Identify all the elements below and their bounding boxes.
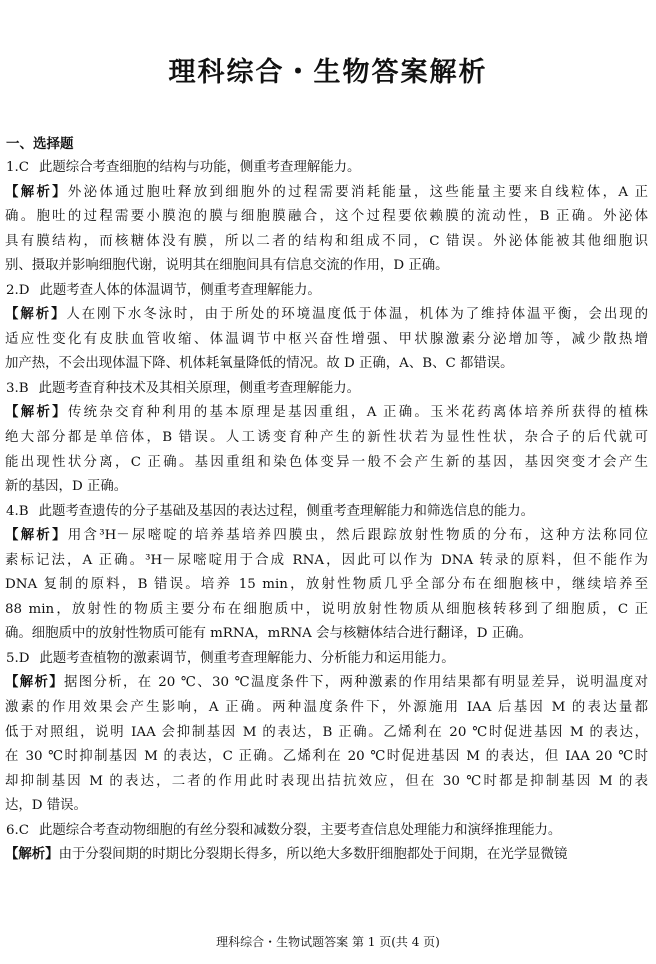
answer-list bbox=[6, 156, 648, 868]
question-answer: B bbox=[18, 503, 29, 519]
analysis-tag: 【解析】 bbox=[5, 675, 65, 691]
analysis-line bbox=[6, 843, 648, 868]
analysis-text: 由于分裂间期的时期比分裂期长得多，所以绝大多数肝细胞都处于间期，在光学显微镜 bbox=[58, 847, 568, 863]
question-number: 5. bbox=[6, 650, 19, 666]
analysis-line bbox=[6, 352, 648, 377]
analysis-line bbox=[6, 524, 648, 549]
analysis-line bbox=[6, 475, 648, 500]
question-number: 2. bbox=[6, 282, 19, 298]
analysis-text: 激素的作用效果会产生影响，A 正确。两种温度条件下，外源施用 IAA 后基因 M 的表达量都 bbox=[5, 700, 648, 716]
analysis-line bbox=[6, 770, 648, 795]
analysis-text: 新的基因，D 正确。 bbox=[5, 479, 128, 495]
question-answer: B bbox=[18, 380, 29, 396]
analysis-paragraph bbox=[6, 401, 648, 499]
analysis-text: 据图分析，在 20 ℃、30 ℃温度条件下，两种激素的作用结果都有明显差异，说明温度对 bbox=[64, 675, 648, 691]
question-description: 此题考查植物的激素调节，侧重考查理解能力、分析能力和运用能力。 bbox=[39, 650, 455, 666]
analysis-text: 外泌体通过胞吐释放到细胞外的过程需要消耗能量，这些能量主要来自线粒体，A 正 bbox=[67, 184, 648, 200]
analysis-text: 却抑制基因 M 的表达，二者的作用此时表现出拮抗效应，但在 30 ℃时都是抑制基因 M 的表 bbox=[5, 773, 648, 789]
question-header bbox=[6, 377, 648, 402]
analysis-paragraph bbox=[6, 181, 648, 279]
page-title: 理科综合・生物答案解析 bbox=[168, 57, 488, 88]
question-block bbox=[6, 819, 648, 868]
question-number: 1. bbox=[6, 160, 19, 175]
analysis-line bbox=[6, 745, 648, 770]
question-description: 此题综合考查动物细胞的有丝分裂和减数分裂，主要考查信息处理能力和演绎推理能力。 bbox=[39, 822, 562, 838]
analysis-tag: 【解析】 bbox=[5, 184, 68, 200]
analysis-text: 确。胞吐的过程需要小膜泡的膜与细胞膜融合，这个过程要依赖膜的流动性，B 正确。外泌体 bbox=[5, 209, 648, 225]
question-block bbox=[6, 279, 648, 377]
analysis-text: 适应性变化有皮肤血管收缩、体温调节中枢兴奋性增强、甲状腺激素分泌增加等，减少散热增 bbox=[5, 331, 648, 347]
question-answer: C bbox=[18, 160, 30, 175]
analysis-text: 能出现性状分离，C 正确。基因重组和染色体变异一般不会产生新的基因，基因突变才会产生 bbox=[5, 454, 648, 470]
analysis-line bbox=[6, 573, 648, 598]
question-header bbox=[6, 647, 648, 672]
analysis-text: 在 30 ℃时抑制基因 M 的表达，C 正确。乙烯利在 20 ℃时促进基因 M 的表达，但 IAA 20 ℃时 bbox=[5, 749, 648, 765]
analysis-tag: 【解析】 bbox=[5, 847, 59, 863]
question-answer: D bbox=[18, 282, 30, 298]
analysis-line bbox=[6, 671, 648, 696]
analysis-text: 低于对照组，说明 IAA 会抑制基因 M 的表达，B 正确。乙烯利在 20 ℃时促进基因 M 的表达， bbox=[5, 724, 648, 740]
analysis-paragraph bbox=[6, 843, 648, 868]
question-block bbox=[6, 500, 648, 647]
analysis-text: 绝大部分都是单倍体，B 错误。人工诱变育种产生的新性状若为显性性状，杂合子的后代就可 bbox=[5, 430, 648, 446]
page-footer: 理科综合・生物试题答案 第 1 页(共 4 页) bbox=[216, 935, 440, 949]
section-heading: 一、选择题 bbox=[6, 136, 74, 152]
question-description: 此题综合考查细胞的结构与功能，侧重考查理解能力。 bbox=[39, 160, 361, 175]
question-number: 6. bbox=[6, 822, 19, 838]
analysis-text: 人在刚下水冬泳时，由于所处的环境温度低于体温，机体为了维持体温平衡，会出现的 bbox=[66, 307, 649, 323]
analysis-text: 88 min，放射性的物质主要分布在细胞质中，说明放射性物质从细胞核转移到了细胞质，C 正 bbox=[5, 601, 648, 617]
question-number: 4. bbox=[6, 503, 19, 519]
analysis-text: DNA 复制的原料，B 错误。培养 15 min，放射性物质几乎全部分布在细胞核中，继续培养至 bbox=[5, 577, 648, 593]
analysis-line bbox=[6, 451, 648, 476]
analysis-text: 确。细胞质中的放射性物质可能有 mRNA，mRNA 会与核糖体结合进行翻译，D 正确。 bbox=[5, 626, 532, 642]
question-description: 此题考查人体的体温调节，侧重考查理解能力。 bbox=[39, 282, 321, 298]
analysis-line bbox=[6, 303, 648, 328]
analysis-text: 加产热，不会出现体温下降、机体耗氧量降低的情况。故 D 正确，A、B、C 都错误。 bbox=[5, 356, 514, 372]
analysis-text: 用含³H－尿嘧啶的培养基培养四膜虫，然后跟踪放射性物质的分布，这种方法称同位 bbox=[67, 528, 648, 544]
analysis-line bbox=[6, 205, 648, 230]
analysis-line bbox=[6, 181, 648, 206]
analysis-tag: 【解析】 bbox=[5, 528, 68, 544]
question-description: 此题考查遗传的分子基础及基因的表达过程，侧重考查理解能力和筛选信息的能力。 bbox=[38, 503, 535, 519]
analysis-text: 具有膜结构，而核糖体没有膜，所以二者的结构和组成不同，C 错误。外泌体能被其他细胞识 bbox=[5, 233, 648, 249]
question-header bbox=[6, 819, 648, 844]
analysis-paragraph bbox=[6, 671, 648, 818]
analysis-line bbox=[6, 598, 648, 623]
analysis-text: 别、摄取并影响细胞代谢，说明其在细胞间具有信息交流的作用，D 正确。 bbox=[5, 258, 449, 274]
question-header bbox=[6, 279, 648, 304]
analysis-paragraph bbox=[6, 303, 648, 377]
question-block bbox=[6, 647, 648, 819]
analysis-text: 传统杂交育种利用的基本原理是基因重组，A 正确。玉米花药离体培养所获得的植株 bbox=[67, 405, 648, 421]
analysis-text: 达，D 错误。 bbox=[5, 798, 87, 814]
analysis-line bbox=[6, 549, 648, 574]
question-description: 此题考查育种技术及其相关原理，侧重考查理解能力。 bbox=[38, 380, 360, 396]
question-header bbox=[6, 156, 648, 181]
analysis-line bbox=[6, 401, 648, 426]
analysis-line bbox=[6, 230, 648, 255]
analysis-paragraph bbox=[6, 524, 648, 647]
analysis-line bbox=[6, 254, 648, 279]
question-answer: D bbox=[18, 650, 30, 666]
analysis-line bbox=[6, 794, 648, 819]
analysis-line bbox=[6, 622, 648, 647]
question-header bbox=[6, 500, 648, 525]
question-number: 3. bbox=[6, 380, 19, 396]
analysis-line bbox=[6, 696, 648, 721]
question-answer: C bbox=[18, 822, 30, 838]
analysis-line bbox=[6, 328, 648, 353]
analysis-text: 素标记法，A 正确。³H－尿嘧啶用于合成 RNA，因此可以作为 DNA 转录的原料，但不能作为 bbox=[5, 552, 648, 568]
analysis-tag: 【解析】 bbox=[5, 405, 68, 421]
question-block bbox=[6, 156, 648, 279]
analysis-tag: 【解析】 bbox=[5, 307, 67, 323]
analysis-line bbox=[6, 426, 648, 451]
analysis-line bbox=[6, 721, 648, 746]
question-block bbox=[6, 377, 648, 500]
